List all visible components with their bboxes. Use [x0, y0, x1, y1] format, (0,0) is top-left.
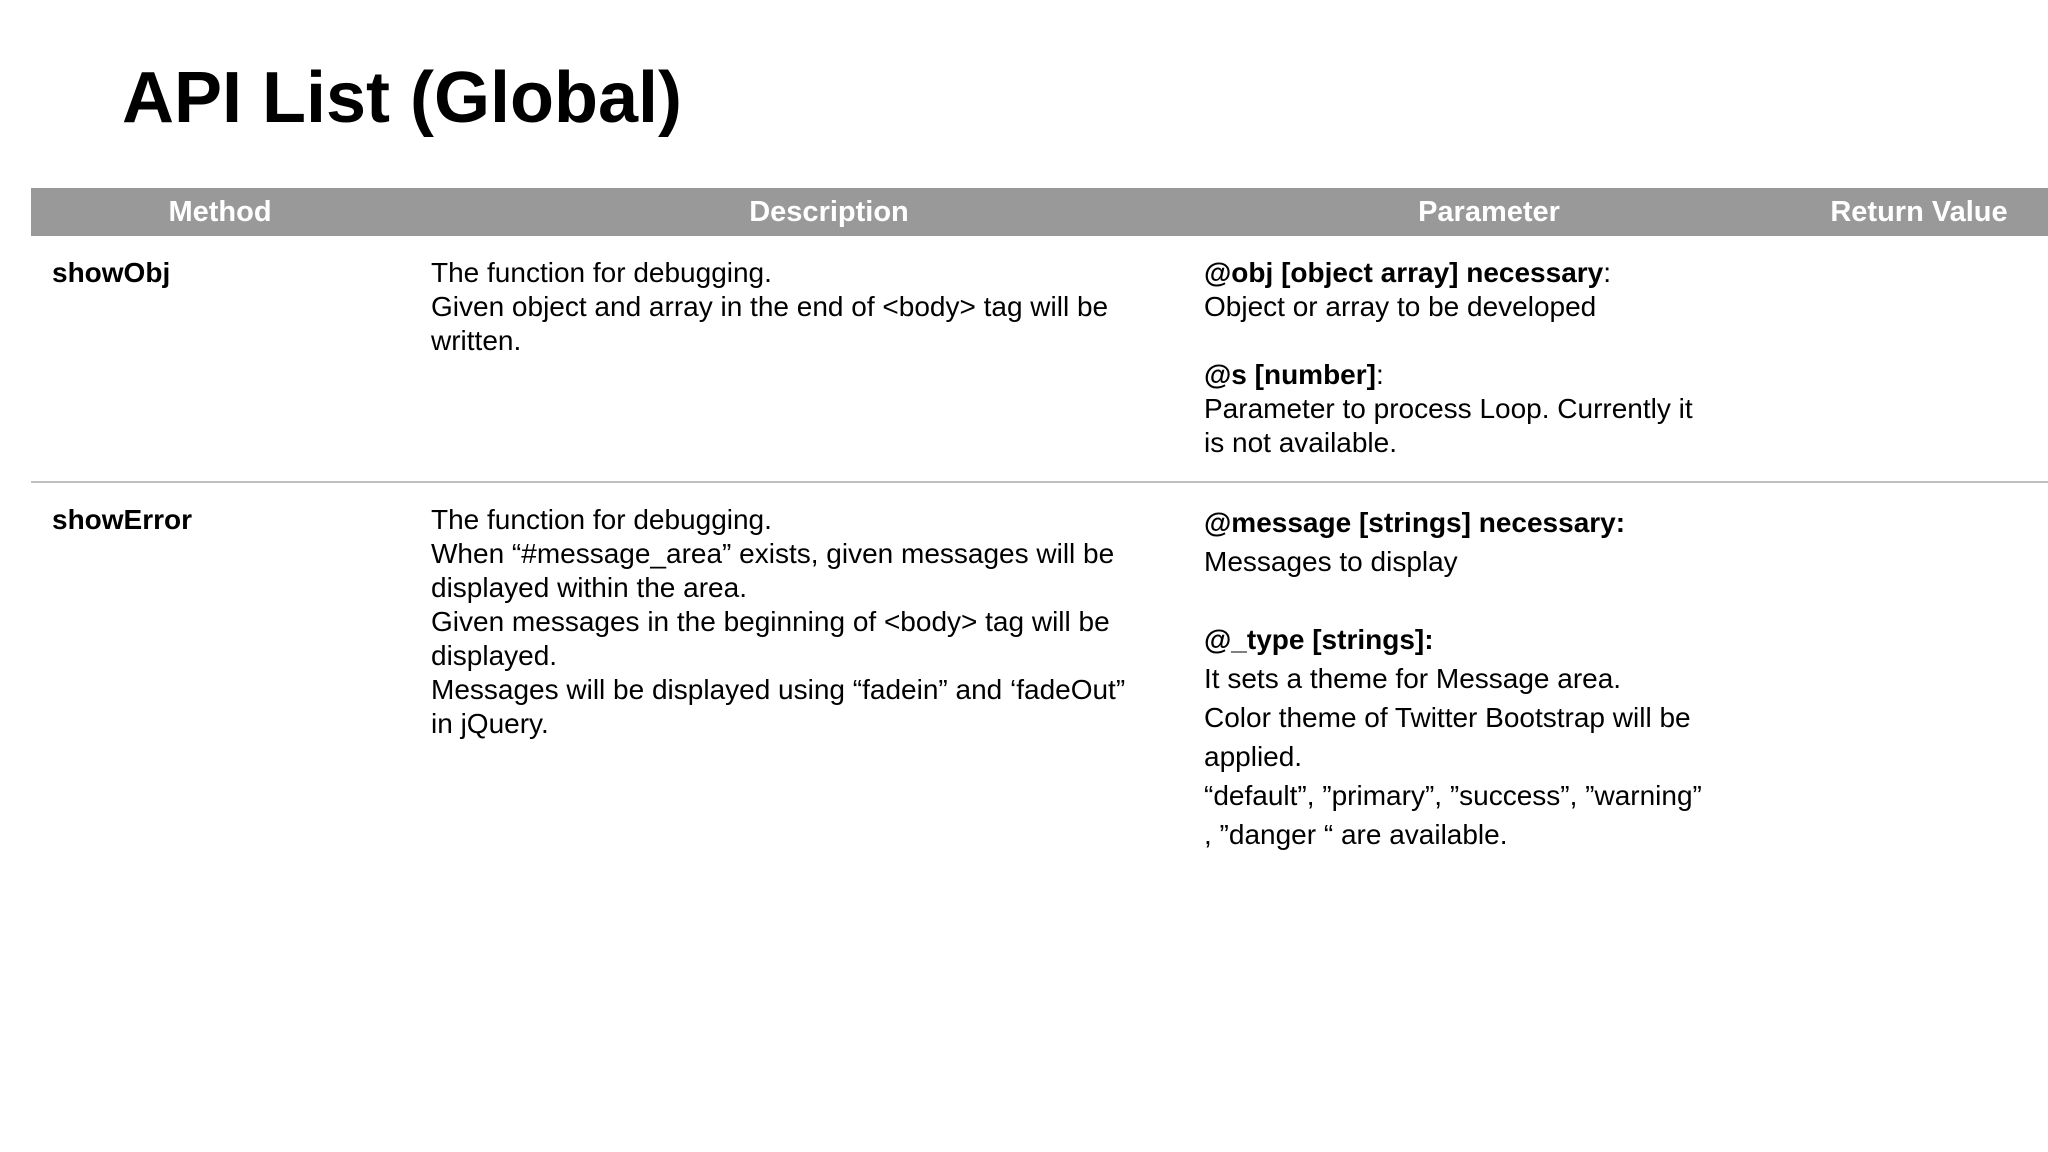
column-header-return-value: Return Value: [1830, 196, 2008, 228]
description-line: Given messages in the beginning of <body> tag will be: [431, 606, 1110, 637]
parameter-heading: [1204, 358, 1724, 392]
method-name: showError: [52, 504, 193, 535]
table-row: [0, 483, 2048, 883]
column-header-method: Method: [168, 196, 272, 228]
description-line: Given object and array in the end of <body> tag will be: [431, 291, 1109, 322]
column-header-description: Description: [749, 196, 909, 228]
column-header-parameter: Parameter: [1418, 196, 1560, 228]
description-line: The function for debugging.: [431, 504, 772, 535]
method-parameters: [1204, 256, 1724, 460]
description-line: in jQuery.: [431, 708, 549, 739]
parameter-description: Messages to display: [1204, 546, 1458, 577]
page-title: API List (Global): [122, 58, 683, 138]
parameter-description: Object or array to be developed: [1204, 291, 1597, 322]
table-header: [31, 188, 2048, 236]
description-line: When “#message_area” exists, given messages will be: [431, 538, 1115, 569]
parameter-separator: :: [1603, 257, 1612, 288]
parameter-description: Color theme of Twitter Bootstrap will be: [1204, 702, 1691, 733]
parameter-name: @s [number]: [1204, 359, 1376, 390]
parameter-separator: :: [1375, 359, 1384, 390]
parameter-description: is not available.: [1204, 427, 1398, 458]
table-row: [0, 236, 2048, 481]
parameter-name: @message [strings] necessary:: [1204, 507, 1626, 538]
parameter-description: , ”danger “ are available.: [1204, 819, 1508, 850]
method-name: showObj: [52, 257, 171, 288]
description-line: displayed.: [431, 640, 558, 671]
description-line: displayed within the area.: [431, 572, 747, 603]
parameter-description: It sets a theme for Message area.: [1204, 663, 1622, 694]
method-description: [431, 256, 1151, 358]
parameter-name: @obj [object array] necessary: [1204, 257, 1604, 288]
description-line: The function for debugging.: [431, 257, 772, 288]
method-parameters: [1204, 503, 1724, 854]
method-description: [431, 503, 1151, 741]
parameter-name: @_type [strings]:: [1204, 624, 1434, 655]
parameter-heading: [1204, 256, 1724, 290]
parameter-heading: [1204, 503, 1724, 542]
description-line: Messages will be displayed using “fadein” and ‘fadeOut”: [431, 674, 1126, 705]
description-line: written.: [431, 325, 522, 356]
parameter-description: applied.: [1204, 741, 1303, 772]
parameter-description: Parameter to process Loop. Currently it: [1204, 393, 1693, 424]
parameter-heading: [1204, 620, 1724, 659]
parameter-description: “default”, ”primary”, ”success”, ”warning”: [1204, 780, 1702, 811]
